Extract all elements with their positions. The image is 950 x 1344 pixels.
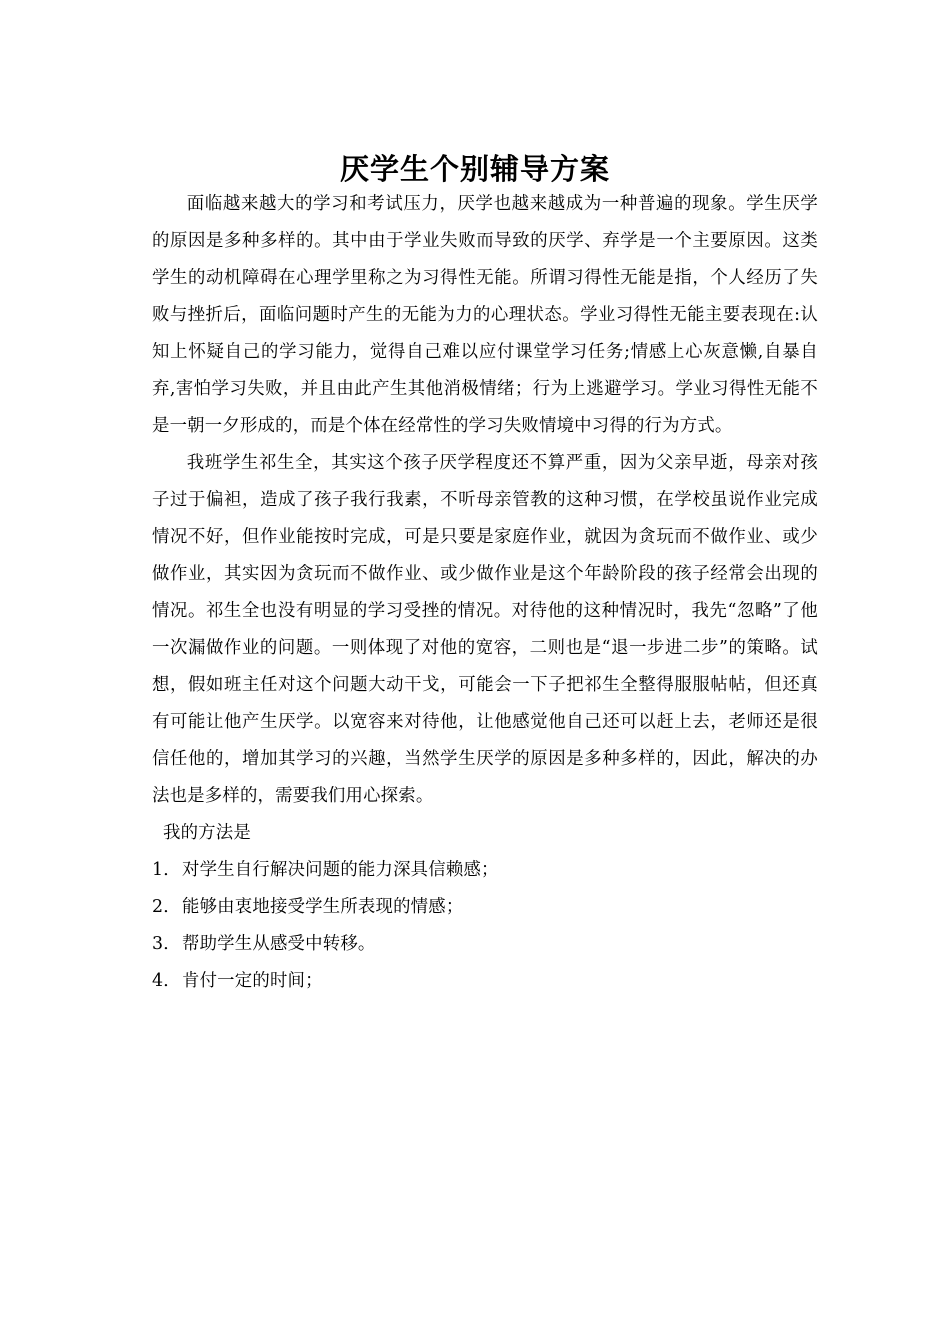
paragraph-1: 面临越来越大的学习和考试压力，厌学也越来越成为一种普遍的现象。学生厌学的原因是多种多样的。其中由于学业失败而导致的厌学、弃学是一个主要原因。这类学生的动机障碍在心理学里称之为习得性无能。所谓习得性无能是指，个人经历了失败与挫折后，面临问题时产生的无能为力的心理状态。学业习得性无能主要表现在:认知上怀疑自己的学习能力，觉得自己难以应付课堂学习任务;情感上心灰意懒,自暴自弃,害怕学习失败，并且由此产生其他消极情绪；行为上逃避学习。学业习得性无能不是一朝一夕形成的，而是个体在经常性的学习失败情境中习得的行为方式。 bbox=[152, 194, 818, 436]
method-lead-line: 我的方法是 bbox=[163, 823, 251, 843]
document-title: 厌学生个别辅导方案 bbox=[339, 152, 610, 187]
list-item-number: 3． bbox=[152, 934, 181, 954]
list-item-number: 2． bbox=[152, 897, 181, 917]
document-body bbox=[152, 186, 818, 1000]
list-item bbox=[152, 889, 818, 926]
list-item-text: 肯付一定的时间； bbox=[182, 971, 323, 991]
list-item-text: 对学生自行解决问题的能力深具信赖感； bbox=[182, 860, 499, 880]
list-item bbox=[152, 963, 818, 1000]
list-item-text: 帮助学生从感受中转移。 bbox=[182, 934, 376, 954]
paragraph-2: 我班学生祁生全，其实这个孩子厌学程度还不算严重，因为父亲早逝，母亲对孩子过于偏袒，造成了孩子我行我素，不听母亲管教的这种习惯，在学校虽说作业完成情况不好，但作业能按时完成，可是只要是家庭作业，就因为贪玩而不做作业、或少做作业，其实因为贪玩而不做作业、或少做作业是这个年龄阶段的孩子经常会出现的情况。祁生全也没有明显的学习受挫的情况。对待他的这种情况时，我先“忽略”了他一次漏做作业的问题。一则体现了对他的宽容，二则也是“退一步进二步”的策略。试想，假如班主任对这个问题大动干戈，可能会一下子把祁生全整得服服帖帖，但还真有可能让他产生厌学。以宽容来对待他，让他感觉他自己还可以赶上去，老师还是很信任他的，增加其学习的兴趣，当然学生厌学的原因是多种多样的，因此，解决的办法也是多样的，需要我们用心探索。 bbox=[152, 453, 818, 806]
list-item-number: 4． bbox=[152, 971, 181, 991]
list-item-number: 1． bbox=[152, 860, 181, 880]
list-item bbox=[152, 852, 818, 889]
list-item bbox=[152, 926, 818, 963]
list-item-text: 能够由衷地接受学生所表现的情感； bbox=[182, 897, 464, 917]
